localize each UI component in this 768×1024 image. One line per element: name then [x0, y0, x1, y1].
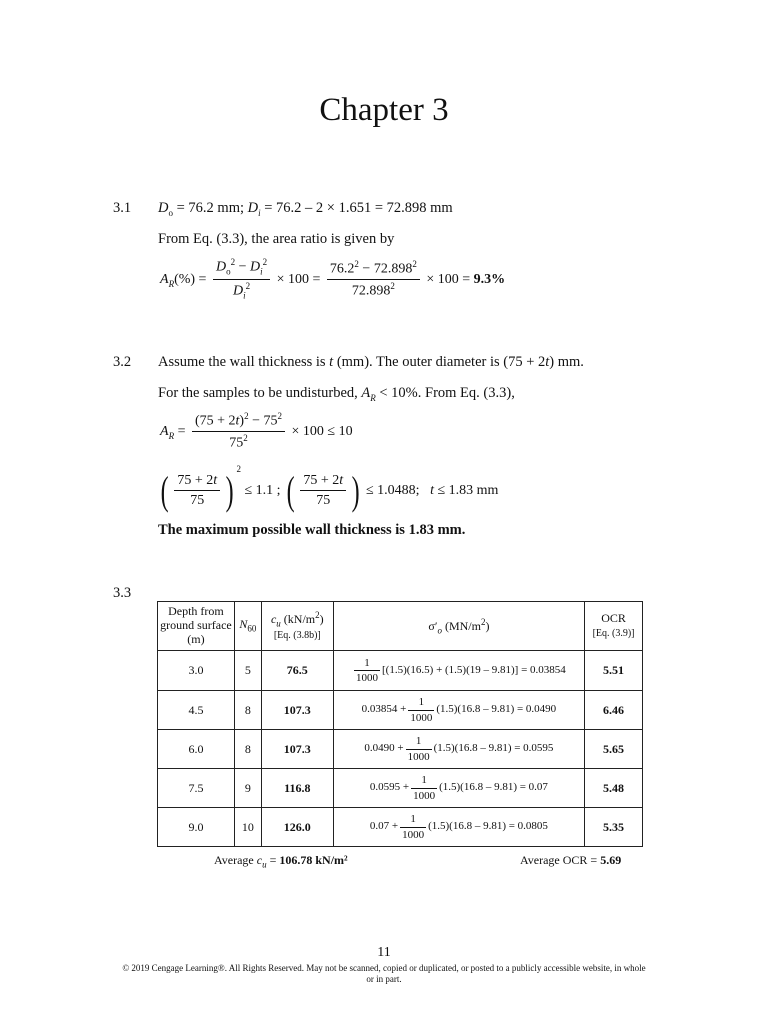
average-ocr: Average OCR = 5.69 — [520, 853, 622, 867]
copyright-notice: © 2019 Cengage Learning®. All Rights Reserved. May not be scanned, copied or duplicated, or posted to a publicly accessible website, in whole or in part. — [122, 963, 646, 985]
cell-cu: 76.5 — [261, 651, 333, 691]
cell-ocr: 5.51 — [585, 651, 643, 691]
p32-line1: Assume the wall thickness is t (mm). The outer diameter is (75 + 2t) mm. — [158, 354, 584, 370]
cell-depth: 4.5 — [158, 691, 235, 730]
p31-line1: $D_o = 76.2$ mm; $D_i = 76.2 - 2 \times 1.651 = 72.898$ mm — [158, 200, 453, 218]
cell-sigma: 0.0595 + $\frac{1}{1000}$ (1.5)(16.8 – 9.81) = 0.07 — [333, 769, 584, 808]
cell-depth: 3.0 — [158, 651, 235, 691]
table-header-row — [158, 602, 643, 651]
table-row — [158, 651, 643, 691]
table-row — [158, 808, 643, 847]
cell-depth: 7.5 — [158, 769, 235, 808]
table-row — [158, 769, 643, 808]
cell-depth: 9.0 — [158, 808, 235, 847]
cell-cu: 107.3 — [261, 691, 333, 730]
header-cu: $c_u$ $(kN/m^2)$ [Eq. (3.8b)] — [261, 602, 333, 651]
p31-line2: From Eq. (3.3), the area ratio is given by — [158, 231, 395, 247]
cell-n60: 9 — [234, 769, 261, 808]
cell-sigma: 0.03854 + $\frac{1}{1000}$ (1.5)(16.8 – 9.81) = 0.0490 — [333, 691, 584, 730]
p31-result: 9.3% — [473, 272, 506, 288]
table-row — [158, 691, 643, 730]
p31-area-ratio-equation: $A_R(\%)$ = $\frac{D_o^2 - D_i^2}{D_i^2}$ × 100 = $\frac{76.2^2 - 72.898^2}{72.898^2}$ × 100 = 9.3% — [160, 257, 506, 301]
chapter-title: Chapter 3 — [319, 92, 449, 128]
p32-inequality-1: $A_R$ = $\frac{(75 + 2t)^2 - 75^2}{75^2}$ × 100 ≤ 10 — [160, 411, 353, 451]
problem-number-3-2: 3.2 — [113, 354, 132, 370]
p32-conclusion: The maximum possible wall thickness is 1.83 mm. — [158, 522, 466, 538]
cell-ocr: 5.35 — [585, 808, 643, 847]
cell-n60: 8 — [234, 691, 261, 730]
cell-cu: 107.3 — [261, 730, 333, 769]
header-sigma: $\sigma'_o$ $(MN/m^2)$ — [333, 602, 584, 651]
soil-data-table — [157, 601, 643, 847]
cell-cu: 126.0 — [261, 808, 333, 847]
cell-n60: 10 — [234, 808, 261, 847]
table-row — [158, 730, 643, 769]
average-cu: Average $c_u = 106.78$ kN/m² — [214, 853, 348, 870]
problem-number-3-3: 3.3 — [113, 585, 132, 601]
header-depth: Depth from ground surface (m) — [158, 602, 235, 651]
page-number: 11 — [377, 945, 391, 960]
cell-cu: 116.8 — [261, 769, 333, 808]
cell-n60: 8 — [234, 730, 261, 769]
header-ocr: OCR [Eq. (3.9)] — [585, 602, 643, 651]
p32-line2: For the samples to be undisturbed, $A_R < 10\%$. From Eq. (3.3), — [158, 385, 515, 403]
cell-sigma: $\frac{1}{1000}$ [(1.5)(16.5) + (1.5)(19 – 9.81)] = 0.03854 — [333, 651, 584, 691]
cell-sigma: 0.07 + $\frac{1}{1000}$ (1.5)(16.8 – 9.81) = 0.0805 — [333, 808, 584, 847]
cell-ocr: 5.65 — [585, 730, 643, 769]
cell-ocr: 5.48 — [585, 769, 643, 808]
cell-ocr: 6.46 — [585, 691, 643, 730]
cell-sigma: 0.0490 + $\frac{1}{1000}$ (1.5)(16.8 – 9.81) = 0.0595 — [333, 730, 584, 769]
header-n60: $N_{60}$ — [234, 602, 261, 651]
p32-inequality-2: ( $\frac{75 + 2t}{75}$ ) $^2$ ≤ 1.1 ; ( $\frac{75 + 2t}{75}$ ) ≤ 1.0488; t ≤ 1.83 mm — [160, 464, 499, 513]
cell-depth: 6.0 — [158, 730, 235, 769]
problem-number-3-1: 3.1 — [113, 200, 132, 216]
cell-n60: 5 — [234, 651, 261, 691]
